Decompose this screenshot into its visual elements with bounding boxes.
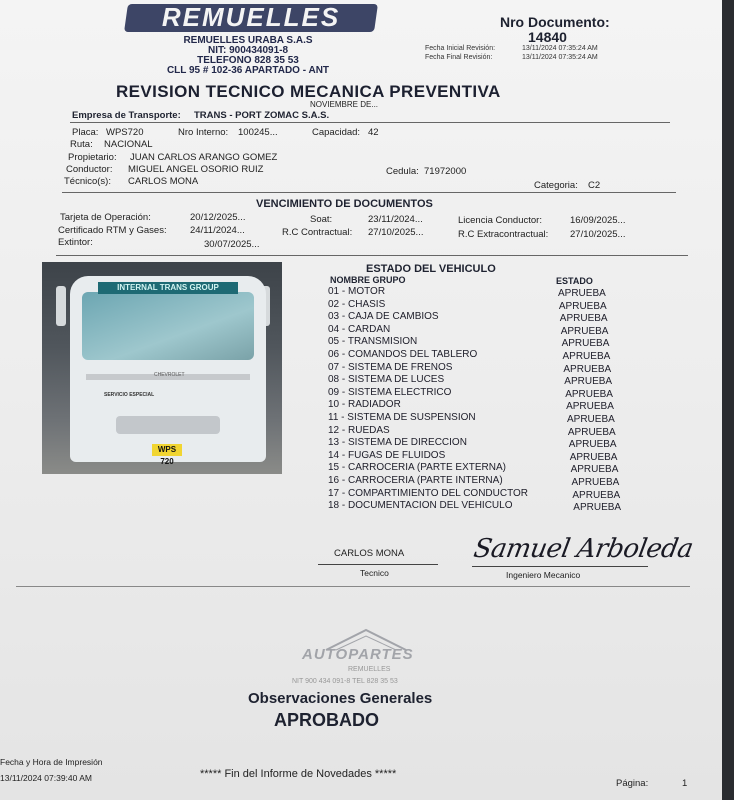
bus-route-sign: INTERNAL TRANS GROUP <box>98 282 238 294</box>
documents-heading: VENCIMIENTO DE DOCUMENTOS <box>256 198 433 210</box>
engineer-signature-line <box>472 566 648 567</box>
status-row-name: 11 - SISTEMA DE SUSPENSION <box>328 412 476 423</box>
id-label: Cedula: <box>386 166 419 177</box>
status-heading: ESTADO DEL VEHICULO <box>366 263 496 275</box>
bus-windshield <box>82 292 254 360</box>
start-review-label: Fecha Inicial Revisión: <box>425 45 496 52</box>
status-row-state: APRUEBA <box>571 477 620 488</box>
operation-card-label: Tarjeta de Operación: <box>60 212 151 223</box>
bus-grill <box>116 416 220 434</box>
status-row-name: 01 - MOTOR <box>328 286 386 297</box>
engineer-signature: Samuel Arboleda <box>471 534 696 564</box>
category-value: C2 <box>588 180 601 191</box>
operation-card-value: 20/12/2025... <box>190 212 246 223</box>
rc-contract-label: R.C Contractual: <box>282 227 353 238</box>
status-row-state: APRUEBA <box>559 313 608 325</box>
end-review-value: 13/11/2024 07:35:24 AM <box>522 54 598 61</box>
status-row-name: 13 - SISTEMA DE DIRECCION <box>328 437 467 449</box>
extinguisher-label: Extintor: <box>58 237 93 248</box>
company-nit: NIT: 900434091-8 <box>207 45 289 56</box>
id-value: 71972000 <box>424 166 467 177</box>
company-name: REMUELLES URABA S.A.S <box>183 35 313 46</box>
bus-license-plate: WPS 720 <box>152 444 182 456</box>
rc-extra-value: 27/10/2025... <box>570 229 626 240</box>
status-row-state: APRUEBA <box>567 426 616 438</box>
status-row-name: 07 - SISTEMA DE FRENOS <box>328 361 453 373</box>
technician-signature-line <box>318 564 438 565</box>
stamp-nit: NIT 900 434 091-8 TEL 828 35 53 <box>292 678 398 685</box>
plate-label: Placa: <box>72 127 99 138</box>
rc-contract-value: 27/10/2025... <box>368 227 424 238</box>
status-row-state: APRUEBA <box>570 464 619 476</box>
divider <box>56 255 688 256</box>
page-number: 1 <box>682 778 688 789</box>
extinguisher-value: 30/07/2025... <box>204 239 260 250</box>
technician-value: CARLOS MONA <box>128 176 199 187</box>
status-row-state: APRUEBA <box>573 502 622 514</box>
end-of-report-note: ***** Fin del Informe de Novedades ***** <box>200 768 397 780</box>
status-row-state: APRUEBA <box>565 388 613 400</box>
owner-label: Propietario: <box>68 152 117 163</box>
report-title: REVISION TECNICO MECANICA PREVENTIVA <box>116 82 501 101</box>
status-row-name: 18 - DOCUMENTACION DEL VEHICULO <box>328 500 513 512</box>
company-address: CLL 95 # 102-36 APARTADO - ANT <box>166 65 330 76</box>
rc-extra-label: R.C Extracontractual: <box>458 229 549 240</box>
category-label: Categoria: <box>534 180 578 191</box>
start-review-value: 13/11/2024 07:35:24 AM <box>522 45 598 52</box>
status-row-name: 15 - CARROCERIA (PARTE EXTERNA) <box>328 462 506 474</box>
driver-license-value: 16/09/2025... <box>570 215 626 226</box>
status-row-state: APRUEBA <box>562 351 611 362</box>
status-row-state: APRUEBA <box>564 376 613 388</box>
status-row-state: APRUEBA <box>572 489 621 501</box>
doc-number: 14840 <box>528 29 567 45</box>
status-row-name: 05 - TRANSMISION <box>328 336 418 348</box>
status-row-state: APRUEBA <box>563 363 612 375</box>
engineer-role: Ingeniero Mecanico <box>506 570 581 580</box>
status-row-state: APRUEBA <box>569 451 618 463</box>
route-value: NACIONAL <box>104 139 153 150</box>
bus-mirror <box>56 286 66 326</box>
status-row-state: APRUEBA <box>560 325 609 337</box>
observations-value: APROBADO <box>274 710 380 730</box>
status-row-name: 06 - COMANDOS DEL TABLERO <box>328 349 478 360</box>
company-phone: TELEFONO 828 35 53 <box>197 55 299 66</box>
divider <box>70 122 670 123</box>
bus-service-label: SERVICIO ESPECIAL <box>104 392 155 398</box>
status-row-name: 03 - CAJA DE CAMBIOS <box>328 311 439 323</box>
driver-license-label: Licencia Conductor: <box>458 215 542 226</box>
internal-number-label: Nro Interno: <box>178 127 229 138</box>
status-row-state: APRUEBA <box>566 401 614 413</box>
technician-signature-name: CARLOS MONA <box>334 548 405 559</box>
status-row-name: 12 - RUEDAS <box>328 424 390 436</box>
status-row-name: 14 - FUGAS DE FLUIDOS <box>328 449 446 461</box>
transport-company: TRANS - PORT ZOMAC S.A.S. <box>194 110 330 121</box>
status-row-state: APRUEBA <box>568 439 617 451</box>
soat-label: Soat: <box>310 214 333 225</box>
vehicle-photo <box>42 262 282 474</box>
end-review-label: Fecha Final Revisión: <box>425 54 493 61</box>
stamp-name: REMUELLES <box>348 666 391 673</box>
rtm-label: Certificado RTM y Gases: <box>58 225 167 236</box>
group-column-header: NOMBRE GRUPO <box>330 275 406 285</box>
transport-company-label: Empresa de Transporte: <box>72 110 181 121</box>
bus-brand: CHEVROLET <box>154 372 185 378</box>
driver-value: MIGUEL ANGEL OSORIO RUIZ <box>128 164 264 175</box>
status-row-state: APRUEBA <box>558 300 607 312</box>
capacity-label: Capacidad: <box>312 127 361 138</box>
status-row-name: 17 - COMPARTIMIENTO DEL CONDUCTOR <box>328 487 529 499</box>
status-row-name: 08 - SISTEMA DE LUCES <box>328 374 445 386</box>
status-row-name: 09 - SISTEMA ELECTRICO <box>328 386 452 398</box>
state-column-header: ESTADO <box>556 276 593 286</box>
page-label: Página: <box>616 778 649 789</box>
stamp-brand: AUTOPARTES <box>302 646 414 663</box>
company-logo: REMUELLES <box>161 2 341 32</box>
status-row-name: 04 - CARDAN <box>328 323 391 335</box>
technician-role: Tecnico <box>360 568 389 578</box>
route-label: Ruta: <box>70 139 93 150</box>
plate-value: WPS720 <box>106 127 144 138</box>
report-period: NOVIEMBRE DE... <box>310 100 379 109</box>
internal-number: 100245... <box>238 127 278 138</box>
print-date-label: Fecha y Hora de Impresión <box>0 757 103 767</box>
status-row-name: 10 - RADIADOR <box>328 399 401 411</box>
driver-label: Conductor: <box>66 164 113 175</box>
rtm-value: 24/11/2024... <box>190 225 245 236</box>
technician-label: Técnico(s): <box>64 176 111 187</box>
company-stamp <box>292 628 436 690</box>
divider <box>16 586 690 587</box>
print-date-value: 13/11/2024 07:39:40 AM <box>0 773 93 783</box>
status-row-name: 02 - CHASIS <box>328 298 386 310</box>
status-row-state: APRUEBA <box>567 414 615 425</box>
soat-value: 23/11/2024... <box>368 214 423 225</box>
capacity-value: 42 <box>368 127 379 138</box>
observations-label: Observaciones Generales <box>248 690 433 707</box>
doc-number-label: Nro Documento: <box>500 14 610 30</box>
status-row-name: 16 - CARROCERIA (PARTE INTERNA) <box>328 475 503 486</box>
status-row-state: APRUEBA <box>558 288 606 299</box>
owner-value: JUAN CARLOS ARANGO GOMEZ <box>130 152 278 163</box>
divider <box>62 192 676 193</box>
status-row-state: APRUEBA <box>561 338 610 350</box>
